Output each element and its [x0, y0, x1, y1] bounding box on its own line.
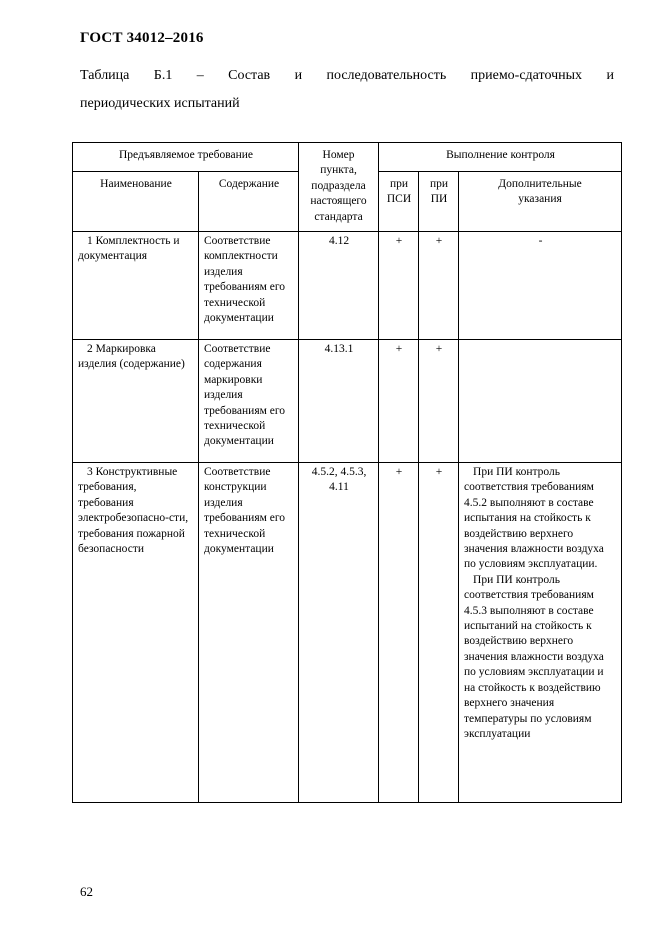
caption-line-2: периодических испытаний — [80, 96, 240, 111]
caption-word: Состав — [228, 68, 271, 83]
row-clause: 4.13.1 — [299, 340, 379, 463]
caption-word: Б.1 — [153, 68, 173, 83]
row-pi-mark: + — [419, 463, 459, 803]
header-name: Наименование — [73, 172, 199, 232]
table-row — [73, 340, 622, 463]
table-row — [73, 232, 622, 340]
header-row-1 — [73, 143, 622, 172]
row-notes: - — [459, 232, 622, 340]
table-caption — [80, 62, 614, 118]
page-number: 62 — [80, 884, 93, 899]
caption-word: Таблица — [80, 68, 130, 83]
row-content: Соответствие содержания маркировки изделия требованиям его технической документации — [199, 340, 299, 463]
row-clause: 4.5.2, 4.5.3, 4.11 — [299, 463, 379, 803]
row-content: Соответствие конструкции изделия требованиям его технической документации — [199, 463, 299, 803]
note-paragraph: При ПИ контроль соответствия требованиям 4.5.2 выполняют в составе испытания на стойкость к воздействию верхнего значения влажности воздуха по условиям эксплуатации. — [464, 466, 604, 571]
requirements-table — [72, 142, 622, 803]
row-notes — [459, 340, 622, 463]
header-content: Содержание — [199, 172, 299, 232]
row-pi-mark: + — [419, 340, 459, 463]
caption-line-1 — [80, 62, 614, 90]
row-psi-mark: + — [379, 463, 419, 803]
document-code: ГОСТ 34012–2016 — [80, 30, 204, 46]
row-notes — [459, 463, 622, 803]
row-clause: 4.12 — [299, 232, 379, 340]
row-psi-mark: + — [379, 340, 419, 463]
row-pi-mark: + — [419, 232, 459, 340]
header-pi: при ПИ — [419, 172, 459, 232]
row-name: 3 Конструктивные требования, требования электробезопасно-сти, требования пожарной безопасности — [73, 463, 199, 803]
caption-word: и — [294, 68, 303, 83]
header-psi: при ПСИ — [379, 172, 419, 232]
header-execution: Выполнение контроля — [379, 143, 622, 172]
row-psi-mark: + — [379, 232, 419, 340]
note-paragraph: При ПИ контроль соответствия требованиям 4.5.3 выполняют в составе испытаний на стойкость к воздействию верхнего значения влажности воздуха по условиям эксплуатации и на стойкость к воздействию верхнего значения температуры по условиям эксплуатации — [464, 573, 604, 740]
header-clause-number: Номер пункта, подраздела настоящего стандарта — [299, 143, 379, 232]
header-notes: Дополнительные указания — [459, 172, 622, 232]
row-name: 1 Комплектность и документация — [73, 232, 199, 340]
caption-word: – — [196, 68, 204, 83]
row-name: 2 Маркировка изделия (содержание) — [73, 340, 199, 463]
caption-word: и — [606, 68, 614, 83]
table-row — [73, 463, 622, 803]
row-content: Соответствие комплектности изделия требованиям его технической документации — [199, 232, 299, 340]
caption-word: приемо-сдаточных — [470, 68, 583, 83]
caption-word: последовательность — [326, 68, 447, 83]
header-requirement: Предъявляемое требование — [73, 143, 299, 172]
